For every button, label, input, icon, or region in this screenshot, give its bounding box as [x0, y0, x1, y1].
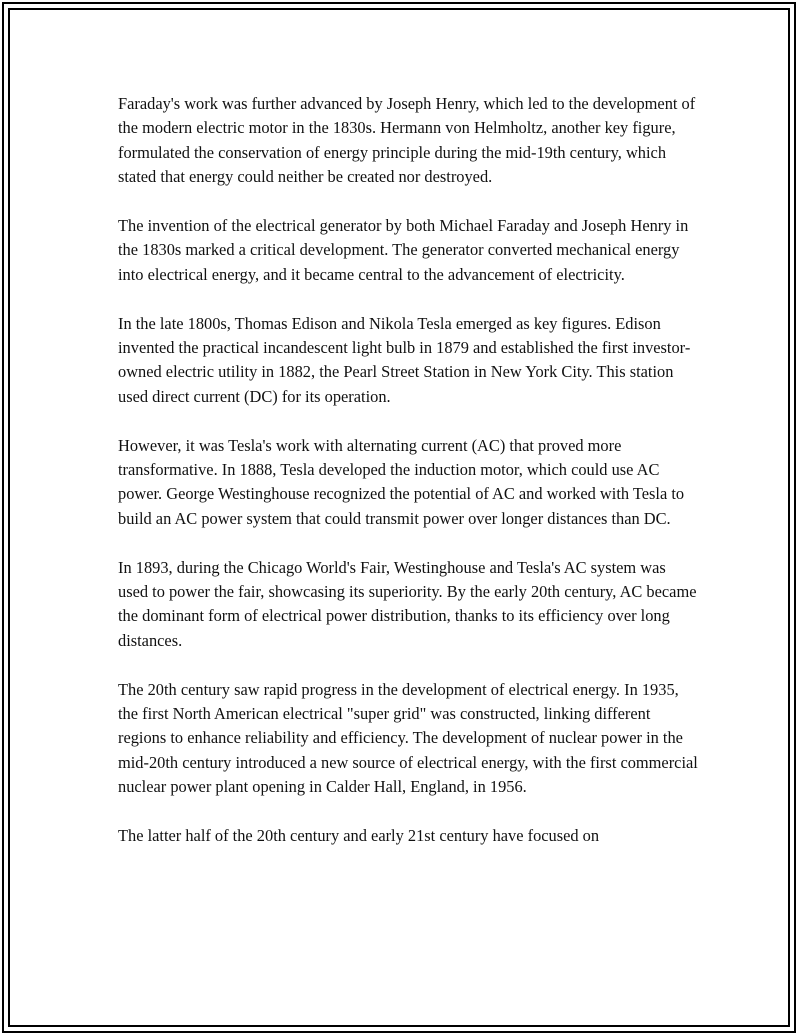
paragraph-latter-half: The latter half of the 20th century and early 21st century have focused on	[118, 826, 600, 846]
paragraph-edison-tesla: In the late 1800s, Thomas Edison and Nikola Tesla emerged as key figures. Edison invented the practical incandescent light bulb in 1879 and established the first investor-owned electric utility in 1882, the Pearl Street Station in New York City. This station used direct current (DC) for its operation.	[118, 313, 691, 406]
document-body	[118, 92, 698, 873]
paragraph-20th-century: The 20th century saw rapid progress in the development of electrical energy. In 1935, the first North American electrical "super grid" was constructed, linking different regions to enhance reliability and efficiency. The development of nuclear power in the mid-20th century introduced a new source of electrical energy, with the first commercial nuclear power plant opening in Calder Hall, England, in 1956.	[118, 679, 698, 797]
paragraph-generator: The invention of the electrical generator by both Michael Faraday and Joseph Henry in the 1830s marked a critical development. The generator converted mechanical energy into electrical energy, and it became central to the advancement of electricity.	[118, 216, 689, 284]
paragraph-worlds-fair: In 1893, during the Chicago World's Fair, Westinghouse and Tesla's AC system was used to power the fair, showcasing its superiority. By the early 20th century, AC became the dominant form of electrical power distribution, thanks to its efficiency over long distances.	[118, 557, 697, 650]
paragraph-alternating-current: However, it was Tesla's work with alternating current (AC) that proved more transformative. In 1888, Tesla developed the induction motor, which could use AC power. George Westinghouse recognized the potential of AC and worked with Tesla to build an AC power system that could transmit power over longer distances than DC.	[118, 435, 685, 528]
paragraph-henry-helmholtz: Faraday's work was further advanced by Joseph Henry, which led to the development of the modern electric motor in the 1830s. Hermann von Helmholtz, another key figure, formulated the conservation of energy principle during the mid-19th century, which stated that energy could neither be created nor destroyed.	[118, 94, 696, 187]
